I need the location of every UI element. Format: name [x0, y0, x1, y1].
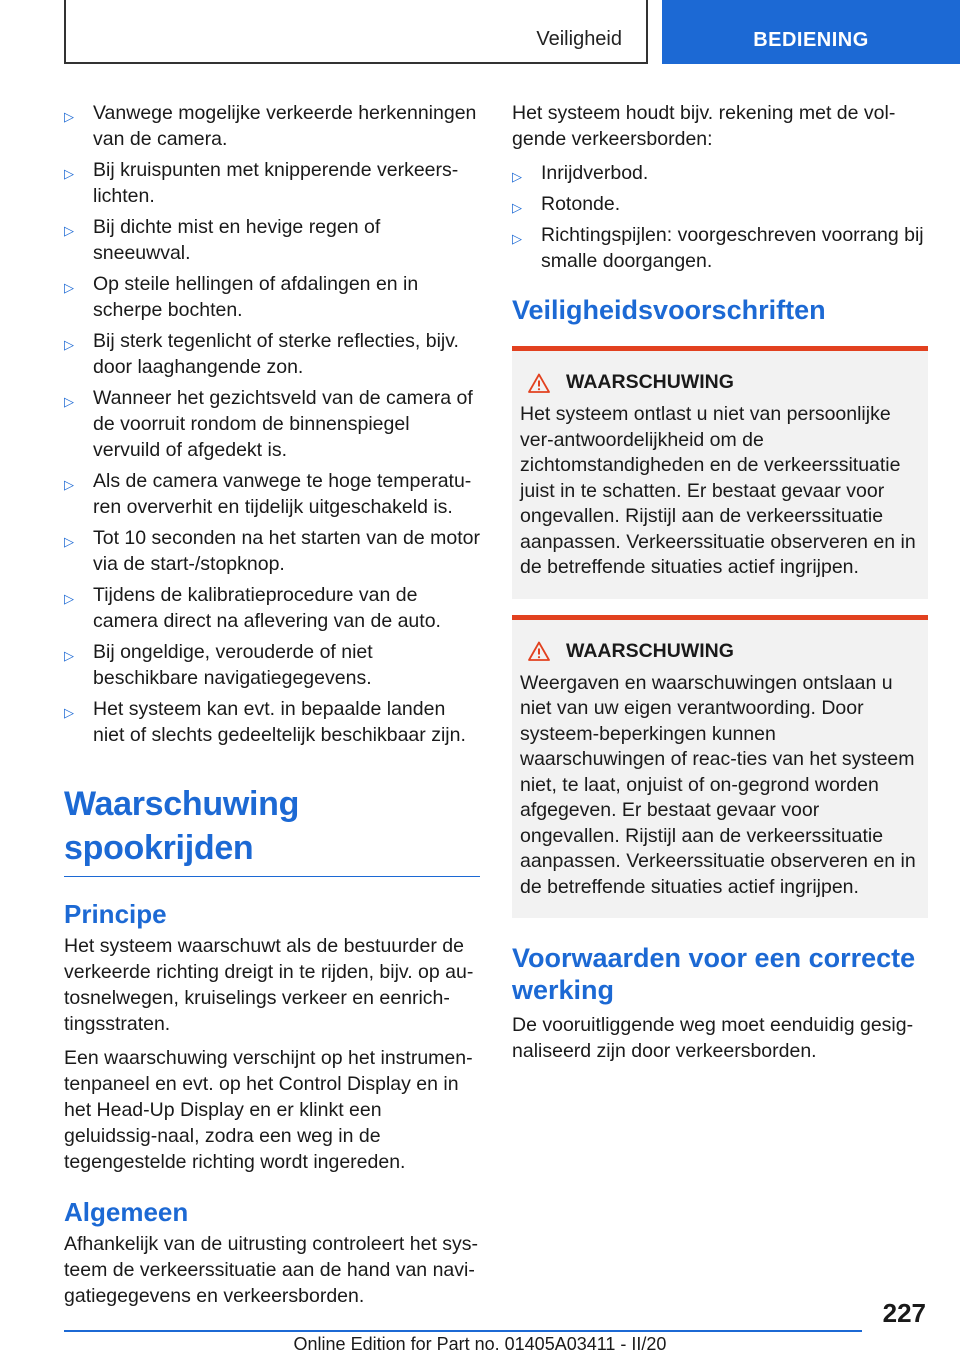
algemeen-paragraph: Afhankelijk van de uitrusting controleert het sys-teem de verkeerssituatie aan de hand van navi-gatiegegevens en verkeersborden. [64, 1233, 479, 1307]
warning-box [512, 615, 928, 919]
left-column [64, 100, 480, 1317]
bullet-triangle-icon: ▷ [64, 705, 74, 720]
list-item: ▷ Bij dichte mist en hevige regen of sneeuwval. [64, 216, 381, 264]
principe-paragraph-1: Het systeem waarschuwt als de bestuurder de verkeerde richting dreigt in te rijden, bijv. op au-tosnelwegen, kruiselings verkeer en eenrich-tingsstraten. [64, 935, 474, 1035]
bullet-triangle-icon: ▷ [64, 591, 74, 606]
bullet-triangle-icon: ▷ [64, 337, 74, 352]
bullet-triangle-icon: ▷ [64, 534, 74, 549]
conditions-paragraph: De vooruitliggende weg moet eenduidig gesig-naliseerd zijn door verkeersborden. [512, 1014, 914, 1062]
conditions-heading: Voorwaarden voor een correcte werking [512, 943, 916, 1005]
bullet-triangle-icon: ▷ [64, 223, 74, 238]
bullet-triangle-icon: ▷ [64, 109, 74, 124]
list-item: ▷ Richtingspijlen: voorgeschreven voorrang bij smalle doorgangen. [512, 224, 924, 272]
page-number: 227 [882, 1298, 926, 1328]
header-box [64, 0, 648, 64]
bullet-triangle-icon: ▷ [64, 648, 74, 663]
bullet-triangle-icon: ▷ [512, 200, 522, 215]
footer-divider [64, 1330, 862, 1332]
signs-intro: Het systeem houdt bijv. rekening met de vol-gende verkeersborden: [512, 102, 896, 150]
condition-list [64, 100, 480, 748]
right-column [512, 100, 928, 1072]
section-title: Veiligheid [536, 28, 622, 50]
list-item: ▷ Bij kruispunten met knipperende verkeers-lichten. [64, 159, 459, 207]
algemeen-heading: Algemeen [64, 1197, 189, 1227]
list-item: ▷ Op steile hellingen of afdalingen en in scherpe bochten. [64, 273, 419, 321]
bullet-triangle-icon: ▷ [512, 169, 522, 184]
list-item: ▷ Vanwege mogelijke verkeerde herkenningen van de camera. [64, 102, 477, 150]
list-item: ▷ Tot 10 seconden na het starten van de motor via de start-/stopknop. [64, 527, 481, 575]
list-item: ▷ Wanneer het gezichtsveld van de camera of de voorruit rondom de binnenspiegel vervuild of afgedekt is. [64, 387, 473, 461]
list-item: ▷ Tijdens de kalibratieprocedure van de camera direct na aflevering van de auto. [64, 584, 441, 632]
warning-triangle-icon [528, 373, 550, 393]
sign-list [512, 160, 928, 274]
bullet-triangle-icon: ▷ [64, 394, 74, 409]
bullet-triangle-icon: ▷ [64, 280, 74, 295]
principe-paragraph-2: Een waarschuwing verschijnt op het instrumen-tenpaneel en evt. op het Control Display en in het Head-Up Display en er klinkt een geluidssig-naal, zodra een weg in de tegengestelde richting wordt ingereden. [64, 1047, 473, 1173]
warning-title: WAARSCHUWING [528, 371, 920, 394]
warning-title: WAARSCHUWING [528, 640, 920, 663]
list-item: ▷ Bij sterk tegenlicht of sterke reflecties, bijv. door laaghangende zon. [64, 330, 459, 378]
chapter-tab[interactable]: BEDIENING [662, 0, 960, 64]
warning-triangle-icon [528, 641, 550, 661]
list-item: ▷ Als de camera vanwege te hoge temperatu-ren oververhit en tijdelijk uitgeschakeld is. [64, 470, 472, 518]
chapter-heading: Waarschuwing spookrijden [64, 782, 480, 877]
warning-text: Weergaven en waarschuwingen ontslaan u niet van uw eigen verantwoording. Door systeem-beperkingen kunnen waarschuwingen of reac-ties van het systeem niet, te laat, onjuist of on-gegrond worden afgegeven. Er bestaat gevaar voor ongevallen. Rijstijl aan de verkeerssituatie aanpassen. Verkeerssituatie observeren en in de betreffende situaties actief ingrijpen. [520, 671, 916, 898]
safety-heading: Veiligheidsvoorschriften [512, 295, 826, 325]
bullet-triangle-icon: ▷ [64, 166, 74, 181]
list-item: ▷ Rotonde. [512, 191, 928, 217]
edition-footer: Online Edition for Part no. 01405A03411 - II/20 [293, 1334, 667, 1354]
bullet-triangle-icon: ▷ [512, 231, 522, 246]
list-item: ▷ Inrijdverbod. [512, 160, 928, 186]
principe-heading: Principe [64, 899, 167, 929]
list-item: ▷ Bij ongeldige, verouderde of niet beschikbare navigatiegegevens. [64, 641, 373, 689]
warning-box [512, 346, 928, 599]
list-item: ▷ Het systeem kan evt. in bepaalde landen niet of slechts gedeeltelijk beschikbaar zijn. [64, 698, 466, 746]
bullet-triangle-icon: ▷ [64, 477, 74, 492]
warning-text: Het systeem ontlast u niet van persoonlijke ver-antwoordelijkheid om de zichtomstandigheden en de verkeerssituatie juist in te schatten. Er bestaat gevaar voor ongevallen. Rijstijl aan de verkeerssituatie aanpassen. Verkeerssituatie observeren en in de betreffende situaties actief ingrijpen. [520, 403, 916, 578]
